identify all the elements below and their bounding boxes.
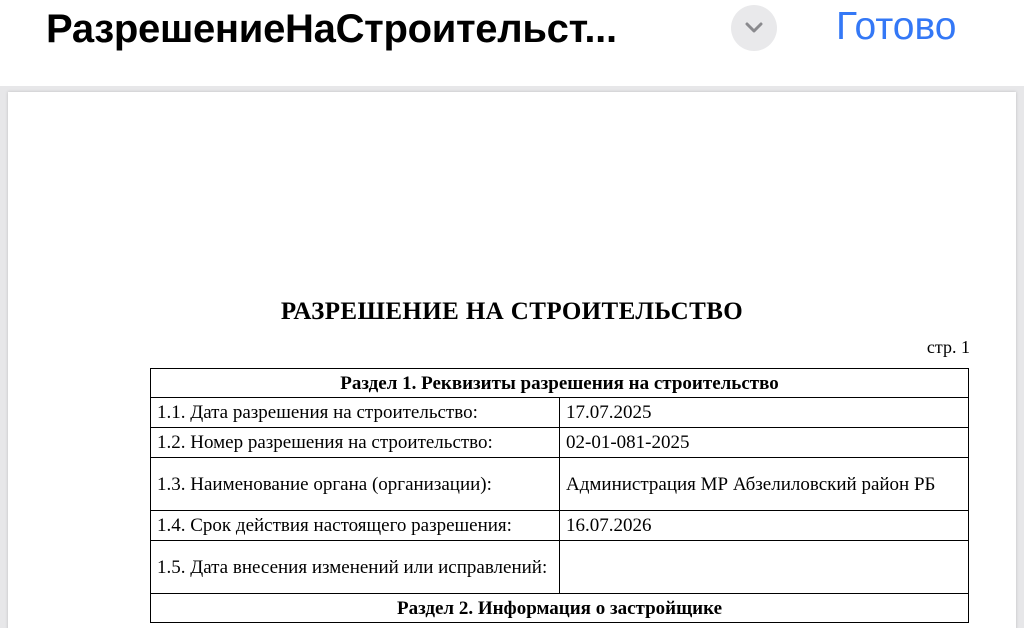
table-row	[151, 541, 969, 594]
page-heading: РАЗРЕШЕНИЕ НА СТРОИТЕЛЬСТВО	[280, 298, 744, 325]
document-viewer[interactable]	[0, 86, 1024, 628]
row-value: 16.07.2026	[560, 511, 969, 541]
row-value: Администрация МР Абзелиловский район РБ	[560, 458, 969, 511]
row-value: 17.07.2025	[560, 398, 969, 428]
section2-title: Раздел 2. Информация о застройщике	[151, 594, 969, 623]
section-header-row	[151, 369, 969, 398]
row-value	[560, 541, 969, 594]
row-label: 1.1. Дата разрешения на строительство:	[151, 398, 560, 428]
done-button[interactable]: Готово	[836, 5, 957, 48]
row-label: 1.4. Срок действия настоящего разрешения:	[151, 511, 560, 541]
section-header-row	[151, 594, 969, 623]
row-label: 1.3. Наименование органа (организации):	[151, 458, 560, 511]
title-menu-button[interactable]	[731, 5, 777, 51]
table-row	[151, 428, 969, 458]
permit-table	[150, 368, 969, 623]
row-label: 1.5. Дата внесения изменений или исправлений:	[151, 541, 560, 594]
section1-title: Раздел 1. Реквизиты разрешения на строительство	[151, 369, 969, 398]
table-row	[151, 398, 969, 428]
chevron-down-icon	[744, 21, 764, 35]
page-number: стр. 1	[926, 337, 970, 357]
row-value: 02-01-081-2025	[560, 428, 969, 458]
navigation-bar	[0, 0, 1024, 86]
document-title: РазрешениеНаСтроительст...	[46, 7, 617, 51]
table-row	[151, 458, 969, 511]
row-label: 1.2. Номер разрешения на строительство:	[151, 428, 560, 458]
document-page	[8, 92, 1016, 628]
table-row	[151, 511, 969, 541]
